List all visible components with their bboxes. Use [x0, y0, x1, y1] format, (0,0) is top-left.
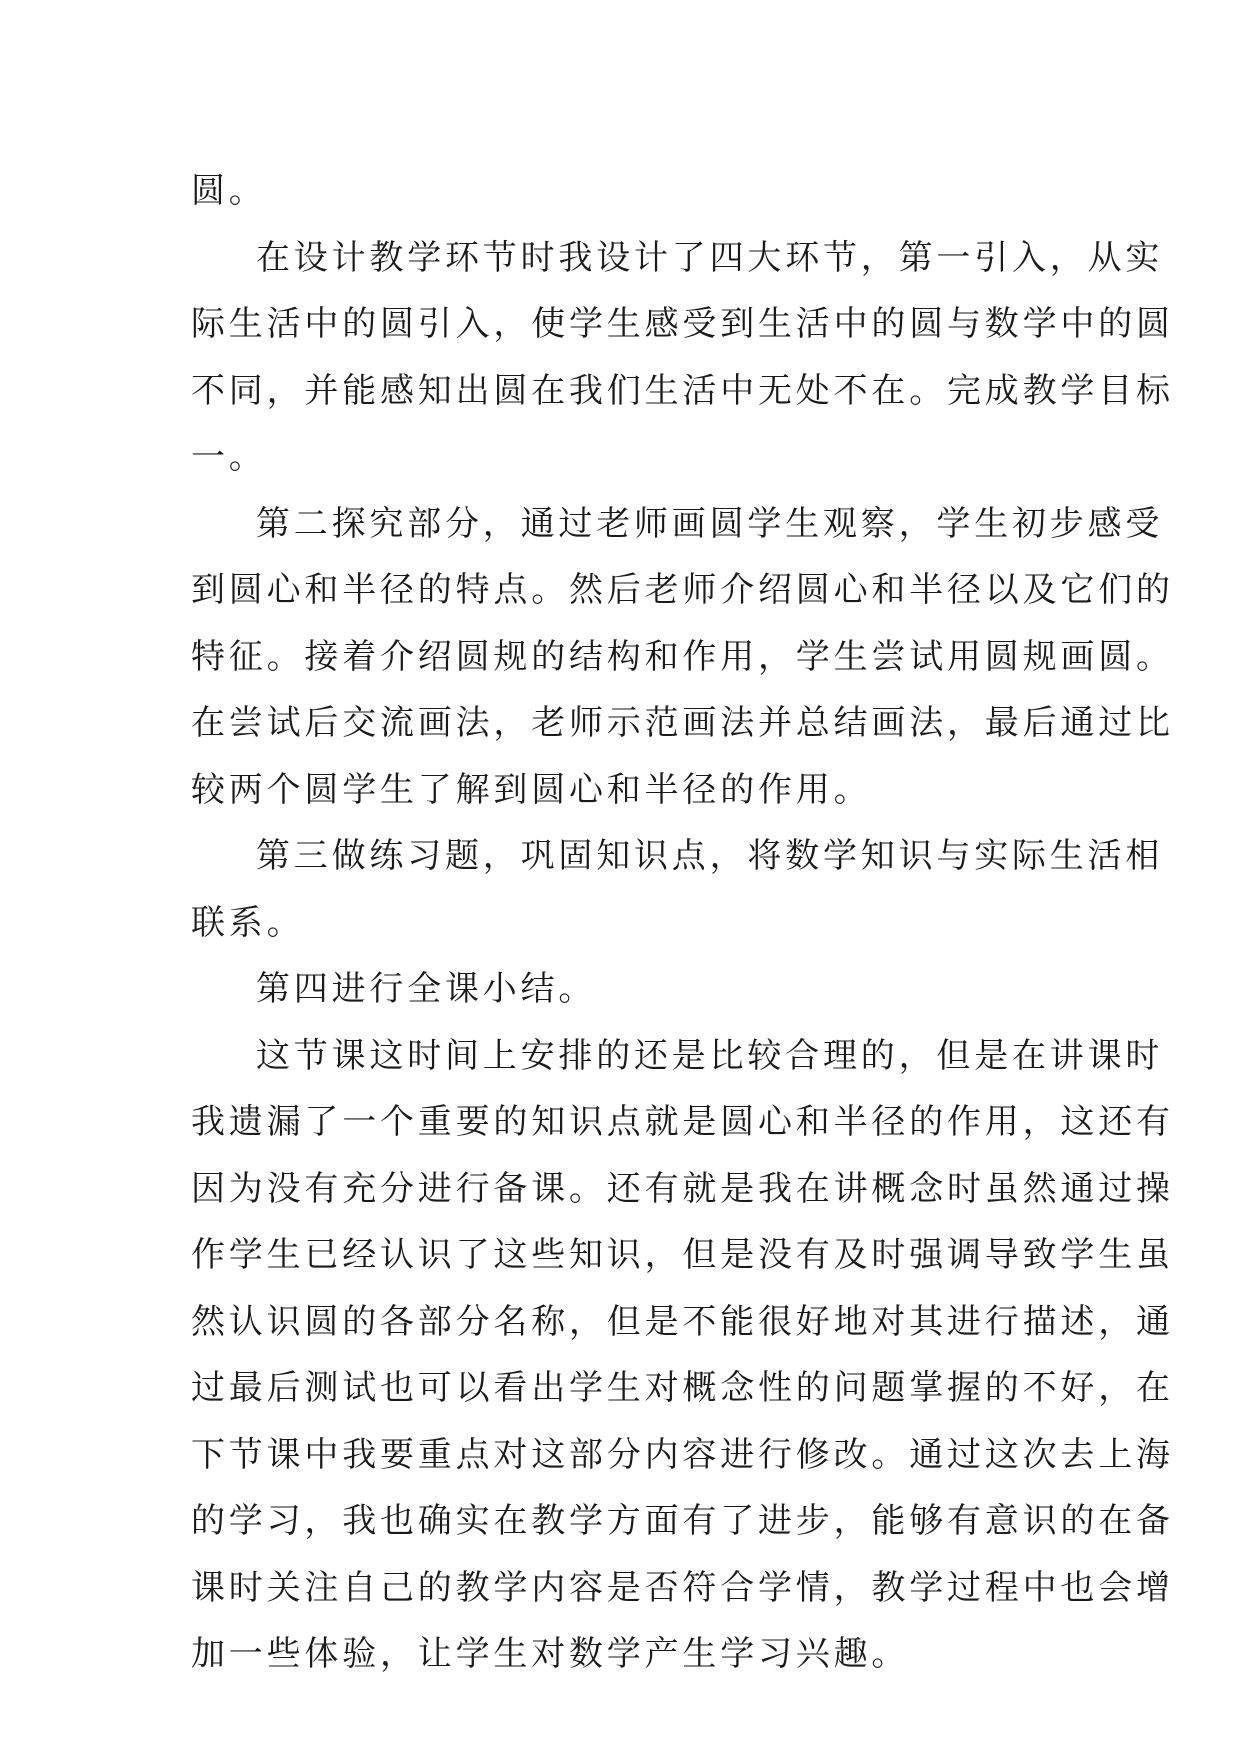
text-line: 一。	[191, 437, 267, 477]
text-line: 在尝试后交流画法，老师示范画法并总结画法，最后通过比	[191, 703, 1174, 743]
text-line: 过最后测试也可以看出学生对概念性的问题掌握的不好，在	[191, 1368, 1174, 1408]
text-line: 不同，并能感知出圆在我们生活中无处不在。完成教学目标	[191, 370, 1174, 411]
text-line: 第三做练习题，巩固知识点，将数学知识与实际生活相	[256, 836, 1164, 876]
text-line: 到圆心和半径的特点。然后老师介绍圆心和半径以及它们的	[191, 570, 1174, 610]
text-line: 在设计教学环节时我设计了四大环节，第一引入，从实	[256, 237, 1164, 278]
text-line: 课时关注自己的教学内容是否符合学情，教学过程中也会增	[191, 1567, 1174, 1608]
text-line: 然认识圆的各部分名称，但是不能很好地对其进行描述，通	[191, 1301, 1174, 1342]
text-line: 的学习，我也确实在教学方面有了进步，能够有意识的在备	[191, 1501, 1174, 1541]
text-line: 作学生已经认识了这些知识，但是没有及时强调导致学生虽	[191, 1235, 1174, 1275]
text-line: 特征。接着介绍圆规的结构和作用，学生尝试用圆规画圆。	[191, 636, 1174, 677]
text-line: 加一些体验，让学生对数学产生学习兴趣。	[191, 1634, 910, 1674]
text-line: 圆。	[191, 171, 267, 211]
text-line: 际生活中的圆引入，使学生感受到生活中的圆与数学中的圆	[191, 304, 1174, 344]
text-line: 我遗漏了一个重要的知识点就是圆心和半径的作用，这还有	[191, 1102, 1174, 1142]
body-text	[191, 158, 1174, 1688]
text-line: 第四进行全课小结。	[256, 969, 597, 1009]
text-line: 因为没有充分进行备课。还有就是我在讲概念时虽然通过操	[191, 1168, 1174, 1209]
text-line: 下节课中我要重点对这部分内容进行修改。通过这次去上海	[191, 1434, 1174, 1475]
text-line: 这节课这时间上安排的还是比较合理的，但是在讲课时	[256, 1035, 1164, 1076]
text-line: 联系。	[191, 902, 305, 943]
text-line: 较两个圆学生了解到圆心和半径的作用。	[191, 769, 872, 810]
text-line: 第二探究部分，通过老师画圆学生观察，学生初步感受	[256, 503, 1164, 544]
